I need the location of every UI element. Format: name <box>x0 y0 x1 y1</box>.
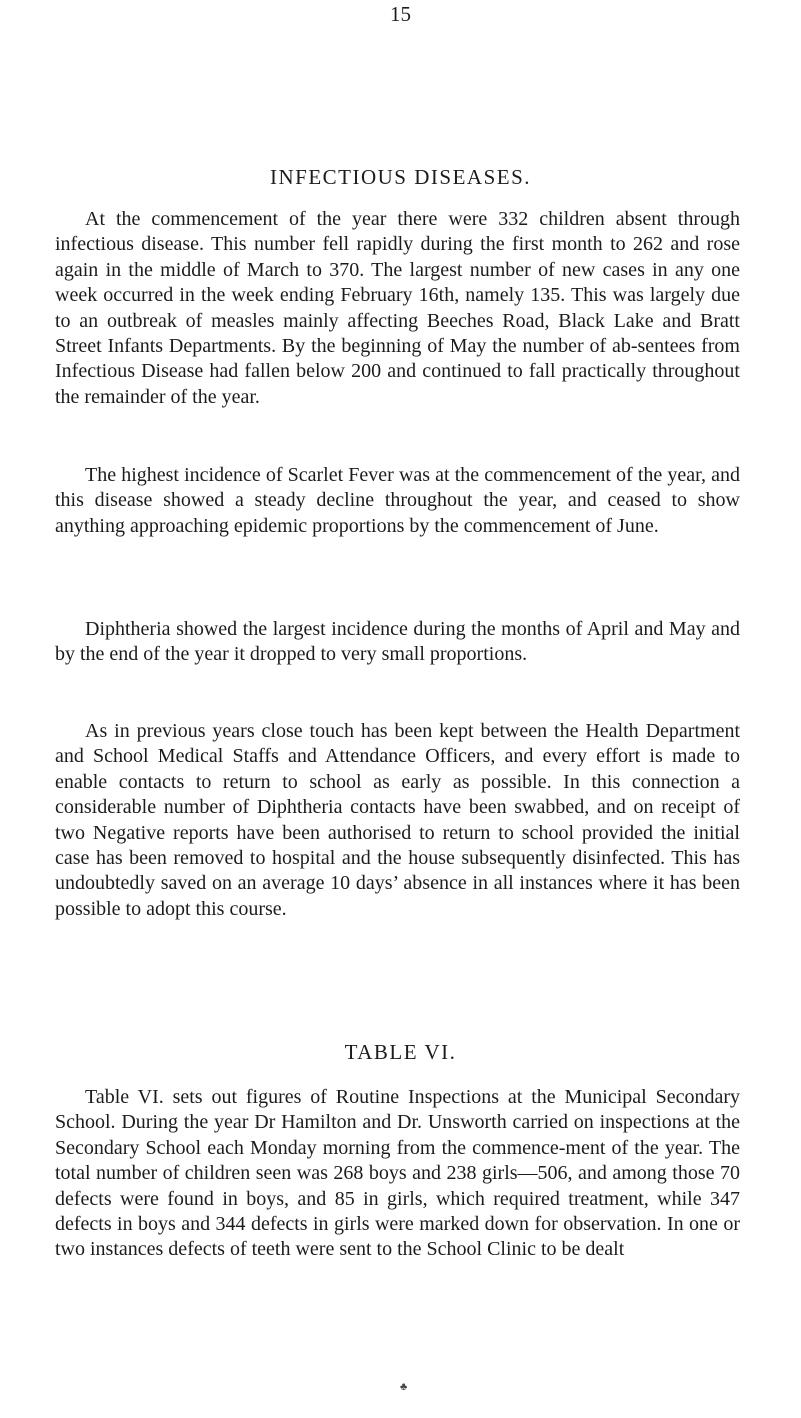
section-heading-infectious-diseases: INFECTIOUS DISEASES. <box>269 165 532 189</box>
paragraph-diphtheria: Diphtheria showed the largest incidence during the months of April and May and by the end of the year it dropped to very small proportions. <box>55 618 740 666</box>
paragraph-absentees: At the commencement of the year there were 332 children absent through infectious disease. This number fell rapidly during the first month to 262 and rose again in the middle of March to 370. The largest number of new cases in any one week occurred in the week ending February 16th, namely 135. This was largely due to an outbreak of measles mainly affecting Beeches Road, Black Lake and Bratt Street Infants Departments. By the beginning of May the number of ab-sentees from Infectious Disease had fallen below 200 and continued to fall practically throughout the remainder of the year. <box>55 208 740 408</box>
footer-mark-icon: ♣ <box>400 1381 408 1393</box>
paragraph-contacts: As in previous years close touch has been kept between the Health Department and School Medical Staffs and Attendance Officers, and every effort is made to enable contacts to return to school as early as possible. In this connection a considerable number of Diphtheria contacts have been swabbed, and on receipt of two Negative reports have been authorised to return to school provided the initial case has been removed to hospital and the house subsequently disinfected. This has undoubtedly saved on an average 10 days’ absence in all instances where it has been possible to adopt this course. <box>55 720 740 920</box>
paragraph-scarlet-fever: The highest incidence of Scarlet Fever was at the commencement of the year, and this disease showed a steady decline throughout the year, and ceased to show anything approaching epidemic proportions by the commencement of June. <box>55 464 740 537</box>
section-heading-table-vi: TABLE VI. <box>344 1040 457 1064</box>
paragraph-routine-inspections: Table VI. sets out figures of Routine Inspections at the Municipal Secondary School. During the year Dr Hamilton and Dr. Unsworth carried on inspections at the Secondary School each Monday morning from the commence-ment of the year. The total number of children seen was 268 boys and 238 girls—506, and among those 70 defects were found in boys, and 85 in girls, which required treatment, while 347 defects in boys and 344 defects in girls were marked down for observation. In one or two instances defects of teeth were sent to the School Clinic to be dealt <box>55 1086 740 1261</box>
page-number: 15 <box>390 2 411 26</box>
